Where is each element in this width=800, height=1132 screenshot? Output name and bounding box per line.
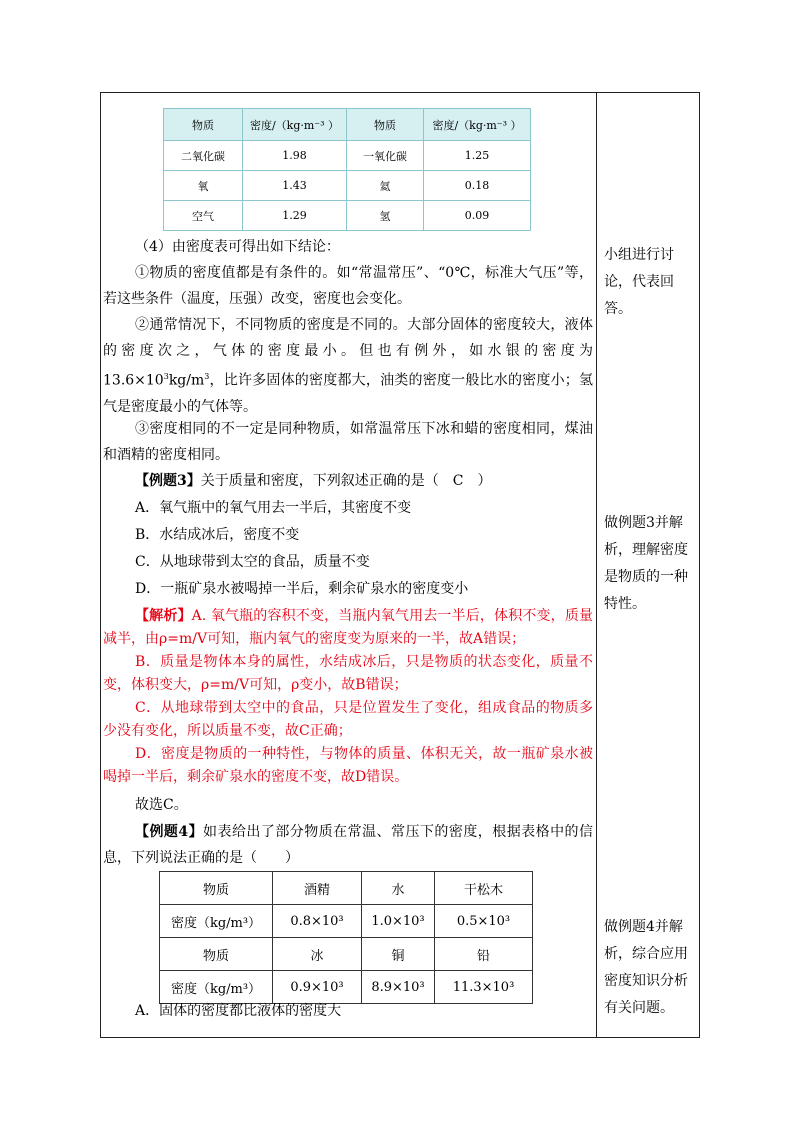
conclusion-intro: （4）由密度表可得出如下结论： (135, 239, 340, 255)
table-cell: 氦 (347, 171, 424, 201)
example3-analysis-c: C．从地球带到太空中的食品，只是位置发生了变化，组成食品的物质多少没有变化，所以质量不变，故C正确； (103, 700, 593, 739)
table-cell: 8.9×10³ (362, 971, 435, 1004)
example3-analysis-d: D．密度是物质的一种特性，与物体的质量、体积无关，故一瓶矿泉水被喝掉一半后，剩余矿泉水的密度不变，故D错误。 (103, 746, 593, 785)
table-row (160, 872, 533, 905)
table-cell: 铜 (362, 938, 435, 971)
table-cell: 密度（kg/m³） (160, 905, 273, 938)
table-cell: 干松木 (435, 872, 533, 905)
example3-answer: 故选C。 (135, 797, 188, 813)
example4-table (159, 871, 533, 1004)
table-cell: 0.9×10³ (273, 971, 362, 1004)
table-cell: 物质 (160, 938, 273, 971)
example3-option-d: D．一瓶矿泉水被喝掉一半后，剩余矿泉水的密度变小 (135, 581, 469, 597)
table-cell: 冰 (273, 938, 362, 971)
example4-option-a: A．固体的密度都比液体的密度大 (135, 1003, 342, 1019)
conclusion-2: ②通常情况下，不同物质的密度是不同的。大部分固体的密度较大，液体的密度次之，气体的密度最小。但也有例外，如水银的密度为$13.6\times 10^3kg/m^3$，比许多固体的密度都大，油类的密度一般比水的密度小；氢气是密度最小的气体等。 (103, 317, 593, 415)
table-header-cell: 物质 (347, 109, 424, 141)
table-row (164, 171, 531, 201)
side-note-example3: 做例题3并解析，理解密度是物质的一种特性。 (604, 515, 688, 612)
table-cell: 1.43 (243, 171, 347, 201)
example3-analysis-b: B．质量是物体本身的属性，水结成冰后，只是物质的状态变化，质量不变，体积变大，ρ=m/V可知，ρ变小，故B错误； (103, 654, 593, 693)
table-row (164, 141, 531, 171)
side-note-discussion: 小组进行讨论，代表回答。 (604, 247, 674, 317)
table-cell: 0.18 (424, 171, 531, 201)
example3-question: 【例题3】关于质量和密度，下列叙述正确的是（ C ） (135, 473, 492, 489)
table-cell: 一氧化碳 (347, 141, 424, 171)
table-row (164, 201, 531, 231)
table-cell: 酒精 (273, 872, 362, 905)
table-cell: 1.29 (243, 201, 347, 231)
table-header-cell: 密度/（kg·m⁻³ ） (424, 109, 531, 141)
table-cell: 1.25 (424, 141, 531, 171)
table-cell: 铅 (435, 938, 533, 971)
table-cell: 氧 (164, 171, 243, 201)
table-header-cell: 密度/（kg·m⁻³ ） (243, 109, 347, 141)
table-cell: 物质 (160, 872, 273, 905)
table-cell: 0.5×10³ (435, 905, 533, 938)
column-divider (596, 92, 597, 1038)
table-cell: 0.09 (424, 201, 531, 231)
table-cell: 空气 (164, 201, 243, 231)
table-header-cell: 物质 (164, 109, 243, 141)
side-note-example4: 做例题4并解析，综合应用密度知识分析有关问题。 (604, 919, 688, 1016)
table-cell: 密度（kg/m³） (160, 971, 273, 1004)
example4-question: 【例题4】如表给出了部分物质在常温、常压下的密度，根据表格中的信息，下列说法正确的是（ ） (103, 824, 593, 866)
example3-analysis-a: 【解析】A. 氧气瓶的容积不变，当瓶内氧气用去一半后，体积不变，质量减半，由ρ=m/V可知，瓶内氧气的密度变为原来的一半，故A错误； (103, 608, 594, 647)
conclusion-1: ①物质的密度值都是有条件的。如“常温常压”、“0℃，标准大气压”等，若这些条件（温度，压强）改变，密度也会变化。 (103, 265, 593, 307)
density-table (163, 108, 531, 231)
table-cell: 氢 (347, 201, 424, 231)
example3-option-c: C．从地球带到太空的食品，质量不变 (135, 554, 370, 570)
table-cell: 1.0×10³ (362, 905, 435, 938)
conclusion-3: ③密度相同的不一定是同种物质，如常温常压下冰和蜡的密度相同，煤油和酒精的密度相同。 (103, 421, 593, 463)
table-cell: 水 (362, 872, 435, 905)
example3-option-a: A．氧气瓶中的氧气用去一半后，其密度不变 (135, 500, 412, 516)
example3-option-b: B．水结成冰后，密度不变 (135, 527, 300, 543)
table-cell: 0.8×10³ (273, 905, 362, 938)
table-cell: 1.98 (243, 141, 347, 171)
table-cell: 11.3×10³ (435, 971, 533, 1004)
table-row (160, 905, 533, 938)
table-cell: 二氧化碳 (164, 141, 243, 171)
table-row (160, 938, 533, 971)
